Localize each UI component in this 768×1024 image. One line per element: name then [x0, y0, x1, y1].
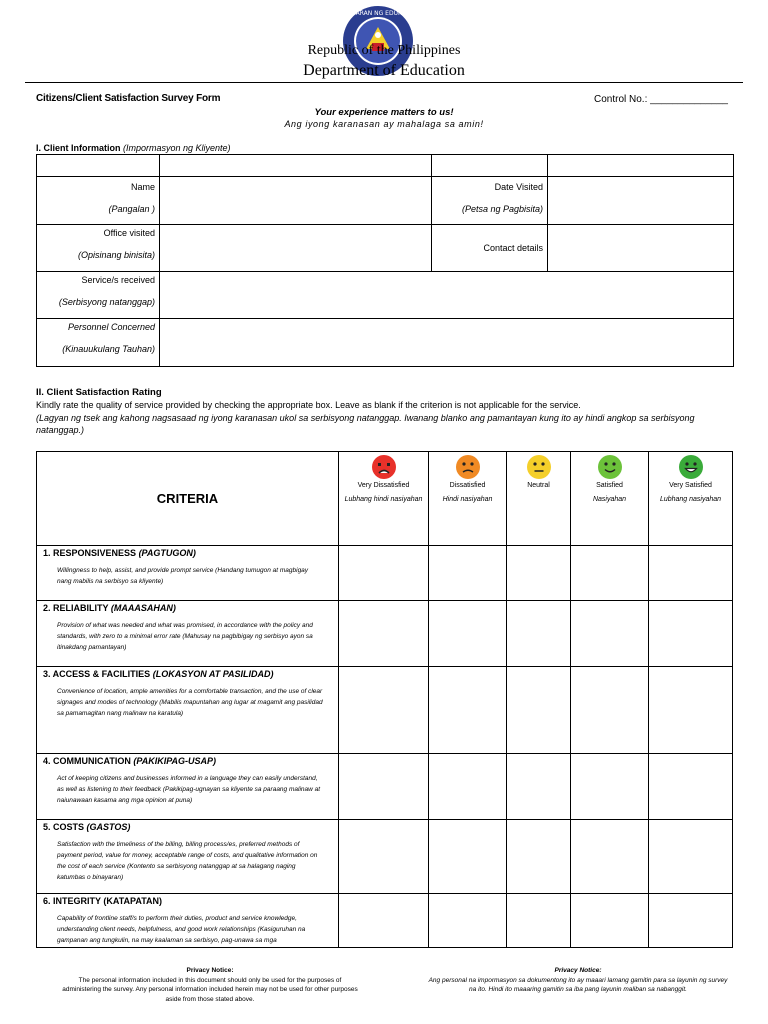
form-title: Citizens/Client Satisfaction Survey Form — [36, 93, 221, 104]
info-blank-cell — [160, 155, 432, 177]
tagline-filipino: Ang iyong karanasan ay mahalaga sa amin! — [284, 119, 484, 129]
rating-label: Very Satisfied — [669, 482, 712, 489]
republic-heading: Republic of the Philippines — [307, 43, 461, 58]
rating-header-very-satisfied — [649, 452, 733, 546]
criterion-description: Satisfaction with the timeliness of the billing, billing process/es, preferred methods of payment period, value for money, acceptable range of costs, and qualitative information on the cost of each service (Kontento sa serbisyong natanggap at sa halagang naging katumbas o binayaran) — [57, 841, 318, 881]
rating-label-filipino: Lubhang hindi nasiyahan — [344, 496, 423, 503]
criterion-title: 4. COMMUNICATION (PAKIKIPAG-USAP) — [43, 756, 217, 766]
rating-checkbox[interactable] — [571, 754, 649, 820]
rating-checkbox[interactable] — [649, 667, 733, 754]
privacy-notice-english — [60, 966, 360, 1004]
criterion-cell — [37, 820, 339, 894]
criterion-cell — [37, 601, 339, 667]
rating-header-neutral — [507, 452, 571, 546]
rating-checkbox[interactable] — [339, 667, 429, 754]
satisfaction-rating-table — [36, 451, 733, 948]
face-circle — [527, 455, 551, 479]
rating-checkbox[interactable] — [571, 894, 649, 948]
face-circle — [679, 455, 703, 479]
rating-checkbox[interactable] — [649, 754, 733, 820]
section2-title: II. Client Satisfaction Rating — [36, 387, 162, 398]
rating-checkbox[interactable] — [429, 820, 507, 894]
section1-title: I. Client Information — [36, 143, 121, 153]
svg-text:KAGAWARAN NG EDUKASYON: KAGAWARAN NG EDUKASYON — [333, 10, 423, 17]
criterion-row-communication — [37, 754, 733, 820]
section2-instructions-filipino: (Lagyan ng tsek ang kahong nagsasaad ng iyong karanasan ukol sa serbisyong natanggap. Iwanang blanko ang pamantayan kung ito ay hindi angkop sa serbisyong natanggap.) — [36, 413, 695, 435]
rating-checkbox[interactable] — [339, 894, 429, 948]
info-blank-cell — [432, 155, 548, 177]
very-dissatisfied-face-icon — [371, 454, 397, 480]
rating-checkbox[interactable] — [571, 820, 649, 894]
rating-checkbox[interactable] — [571, 667, 649, 754]
section1-title-filipino: (Impormasyon ng Kliyente) — [123, 143, 231, 153]
criterion-row-costs — [37, 820, 733, 894]
rating-label-filipino: Hindi nasiyahan — [442, 496, 493, 503]
dissatisfied-face-icon — [455, 454, 481, 480]
info-blank-cell — [37, 155, 160, 177]
rating-checkbox[interactable] — [507, 754, 571, 820]
neutral-face-icon — [526, 454, 552, 480]
very-satisfied-face-icon — [678, 454, 704, 480]
privacy-notice-text-filipino: Ang personal na impormasyon sa dokumentong ito ay maaari lamang gamitin para sa layunin ng survey na ito. Hindi ito maaaring gamitin sa iba pang layunin maliban sa nabanggit. — [428, 976, 728, 993]
rating-checkbox[interactable] — [507, 667, 571, 754]
rating-checkbox[interactable] — [429, 894, 507, 948]
contact-details-label-cell — [432, 225, 548, 272]
office-visited-label: Office visited — [103, 228, 155, 238]
office-visited-label-cell — [37, 225, 160, 272]
section2-instructions: Kindly rate the quality of service provided by checking the appropriate box. Leave as blank if the criterion is not applicable for the service. — [36, 400, 581, 410]
face-circle — [372, 455, 396, 479]
rating-checkbox[interactable] — [339, 601, 429, 667]
rating-label: Dissatisfied — [449, 482, 486, 489]
criterion-cell — [37, 546, 339, 601]
privacy-notice-title: Privacy Notice: — [186, 967, 234, 974]
rating-header-dissatisfied — [429, 452, 507, 546]
rating-checkbox[interactable] — [429, 601, 507, 667]
name-label-cell — [37, 177, 160, 225]
rating-checkbox[interactable] — [339, 820, 429, 894]
service-received-label: Service/s received — [81, 275, 155, 285]
department-heading: Department of Education — [303, 62, 465, 79]
criterion-title: 1. RESPONSIVENESS (PAGTUGON) — [43, 548, 196, 558]
rating-checkbox[interactable] — [649, 894, 733, 948]
rating-label: Neutral — [527, 482, 550, 489]
criteria-header: CRITERIA — [37, 452, 339, 546]
rating-checkbox[interactable] — [507, 546, 571, 601]
rating-checkbox[interactable] — [649, 601, 733, 667]
criterion-row-reliability — [37, 601, 733, 667]
rating-checkbox[interactable] — [507, 820, 571, 894]
header-divider — [25, 82, 743, 83]
criterion-cell — [37, 667, 339, 754]
name-label: Name — [130, 182, 155, 192]
contact-details-input[interactable] — [548, 225, 734, 272]
office-visited-label-filipino: (Opisinang binisita) — [77, 250, 155, 260]
rating-checkbox[interactable] — [571, 546, 649, 601]
rating-label: Satisfied — [596, 482, 623, 489]
rating-checkbox[interactable] — [507, 601, 571, 667]
name-input[interactable] — [160, 177, 432, 225]
criterion-title: 2. RELIABILITY (MAAASAHAN) — [43, 603, 176, 613]
rating-checkbox[interactable] — [571, 601, 649, 667]
tagline: Your experience matters to us! — [314, 107, 454, 118]
rating-header-satisfied — [571, 452, 649, 546]
date-visited-input[interactable] — [548, 177, 734, 225]
criterion-description: Provision of what was needed and what was promised, in accordance with the policy and standards, with zero to a minimal error rate (Mahusay na pagbibigay ng serbisyo ayon sa itinakdang pamantayan) — [57, 622, 313, 651]
section-client-information-title — [36, 143, 231, 153]
control-number-field[interactable]: Control No.: ______________ — [594, 94, 728, 105]
criterion-description: Capability of frontline staff/s to perform their duties, product and service knowledge, understanding client needs, helpfulness, and good work relationships (Kasiguruhan na gampanan ang tungkulin, na may kaalaman sa serbisyo, pag-unawa sa mga — [57, 915, 306, 944]
criterion-description: Act of keeping citizens and businesses informed in a language they can easily understand, as well as listening to their feedback (Pakikipag-ugnayan sa kliyente sa paraang malinaw at naiunawaan kasama ang mga opinion at puna) — [57, 775, 321, 804]
criterion-row-integrity — [37, 894, 733, 948]
date-visited-label: Date Visited — [494, 182, 543, 192]
privacy-notice-text: The personal information included in this document should only be used for the purposes of administering the survey. Any personal information included herein may not be used for other purposes aside from those stated above. — [62, 976, 358, 1003]
privacy-notice-filipino — [428, 966, 728, 995]
rating-label-filipino: Nasiyahan — [592, 496, 627, 503]
satisfied-face-icon — [597, 454, 623, 480]
rating-checkbox[interactable] — [649, 820, 733, 894]
contact-details-label: Contact details — [483, 243, 543, 253]
criterion-title: 3. ACCESS & FACILITIES (LOKASYON AT PASILIDAD) — [43, 669, 274, 679]
personnel-label-filipino: (Kinauukulang Tauhan) — [62, 344, 155, 354]
personnel-label-cell — [37, 319, 160, 367]
criterion-title: 5. COSTS (GASTOS) — [43, 822, 131, 832]
face-circle — [598, 455, 622, 479]
criterion-cell — [37, 754, 339, 820]
rating-header-very-dissatisfied — [339, 452, 429, 546]
rating-checkbox[interactable] — [429, 754, 507, 820]
info-blank-cell — [548, 155, 734, 177]
service-received-input[interactable] — [160, 272, 734, 319]
office-visited-input[interactable] — [160, 225, 432, 272]
criterion-title: 6. INTEGRITY (KATAPATAN) — [43, 896, 163, 906]
rating-checkbox[interactable] — [649, 546, 733, 601]
rating-checkbox[interactable] — [339, 754, 429, 820]
criterion-row-responsiveness — [37, 546, 733, 601]
date-visited-label-filipino: (Petsa ng Pagbisita) — [461, 204, 543, 214]
criterion-description: Convenience of location, ample amenities for a comfortable transaction, and the use of clear signages and modes of technology (Mabilis mapuntahan ang lugar at magamit ang pasilidad sa pamamagitan nang malinaw na karatula) — [57, 688, 323, 717]
service-received-label-filipino: (Serbisyong natanggap) — [58, 297, 155, 307]
privacy-notice-title-filipino: Privacy Notice: — [554, 967, 602, 974]
criterion-cell — [37, 894, 339, 948]
rating-checkbox[interactable] — [429, 667, 507, 754]
date-visited-label-cell — [432, 177, 548, 225]
rating-checkbox[interactable] — [339, 546, 429, 601]
service-received-label-cell — [37, 272, 160, 319]
personnel-label: Personnel Concerned — [67, 322, 155, 332]
personnel-input[interactable] — [160, 319, 734, 367]
name-label-filipino: (Pangalan ) — [108, 204, 155, 214]
rating-label-filipino: Lubhang nasiyahan — [659, 496, 722, 503]
criterion-description: Willingness to help, assist, and provide prompt service (Handang tumugon at magbigay nang mabilis na serbisyo sa kliyente) — [57, 567, 309, 585]
face-circle — [456, 455, 480, 479]
client-information-table — [36, 154, 734, 367]
criterion-row-access-facilities — [37, 667, 733, 754]
rating-checkbox[interactable] — [429, 546, 507, 601]
rating-checkbox[interactable] — [507, 894, 571, 948]
rating-label: Very Dissatisfied — [357, 482, 410, 489]
